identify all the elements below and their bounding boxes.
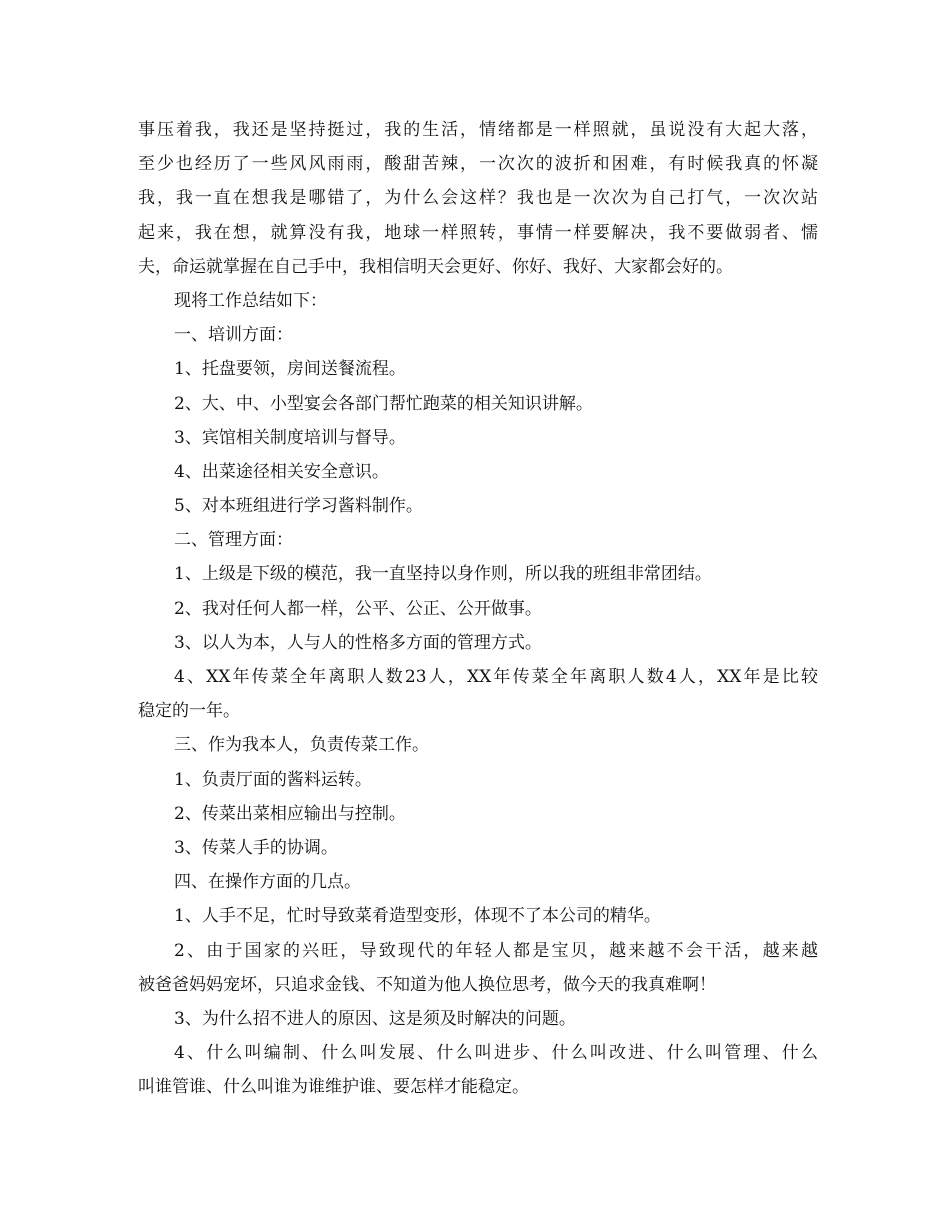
list-item-continuation: 被爸爸妈妈宠坏，只追求金钱、不知道为他人换位思考，做今天的我真难啊！ (138, 974, 716, 995)
paragraph-line: 至少也经历了一些风风雨雨，酸甜苦辣，一次次的波折和困难，有时候我真的怀凝 (138, 154, 818, 175)
list-item: 1、托盘要领，房间送餐流程。 (174, 359, 406, 380)
section-heading-training: 一、培训方面： (174, 325, 293, 346)
section-heading-personal: 三、作为我本人，负责传菜工作。 (174, 735, 429, 756)
list-item: 1、上级是下级的模范，我一直坚持以身作则，所以我的班组非常团结。 (174, 564, 712, 585)
list-item: 3、以人为本，人与人的性格多方面的管理方式。 (174, 632, 542, 653)
list-item: 3、为什么招不进人的原因、这是须及时解决的问题。 (174, 1008, 576, 1029)
list-item: 5、对本班组进行学习酱料制作。 (174, 496, 423, 517)
list-item: 3、传菜人手的协调。 (174, 837, 338, 858)
document-body (138, 113, 818, 1104)
paragraph-line: 事压着我，我还是坚持挺过，我的生活，情绪都是一样照就，虽说没有大起大落， (138, 120, 818, 140)
list-item: 2、由于国家的兴旺，导致现代的年轻人都是宝贝，越来越不会干活，越来越 (174, 940, 818, 961)
list-item: 4、出菜途径相关安全意识。 (174, 461, 389, 482)
list-item-continuation: 叫谁管谁、什么叫谁为谁维护谁、要怎样才能稳定。 (138, 1077, 529, 1098)
list-item-continuation: 稳定的一年。 (138, 701, 240, 722)
section-heading-management: 二、管理方面： (174, 530, 293, 551)
paragraph-line: 夫，命运就掌握在自己手中，我相信明天会更好、你好、我好、大家都会好的。 (138, 256, 733, 277)
list-item: 4、XX年传菜全年离职人数23人，XX年传菜全年离职人数4人，XX年是比较 (174, 667, 818, 687)
list-item: 4、什么叫编制、什么叫发展、什么叫进步、什么叫改进、什么叫管理、什么 (174, 1043, 818, 1064)
list-item: 2、大、中、小型宴会各部门帮忙跑菜的相关知识讲解。 (174, 393, 593, 414)
list-item: 2、我对任何人都一样，公平、公正、公开做事。 (174, 598, 542, 619)
list-item: 1、负责厅面的酱料运转。 (174, 769, 372, 790)
paragraph-line: 我，我一直在想我是哪错了，为什么会这样？我也是一次次为自己打气，一次次站 (138, 188, 818, 209)
list-item: 3、宾馆相关制度培训与督导。 (174, 427, 406, 448)
section-heading-operations: 四、在操作方面的几点。 (174, 872, 361, 893)
paragraph-line: 起来，我在想，就算没有我，地球一样照转，事情一样要解决，我不要做弱者、懦 (138, 222, 818, 243)
list-item: 2、传菜出菜相应输出与控制。 (174, 803, 406, 824)
section-intro: 现将工作总结如下： (174, 290, 327, 311)
list-item: 1、人手不足，忙时导致菜肴造型变形，体现不了本公司的精华。 (174, 906, 661, 927)
